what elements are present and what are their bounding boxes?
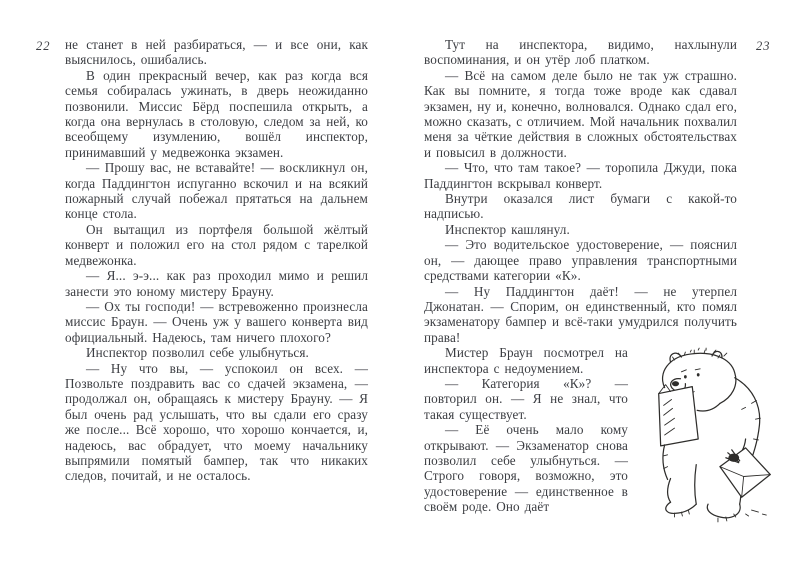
paragraph: — Ну что вы, — успокоил он всех. — Позвольте поздравить вас со сдачей экзамена, — продолжал он, обращаясь к мистеру Брауну. — Я был очень рад услышать, что вы сдали его сразу же после... Всё хорошо, что хорошо кончается, и, надеюсь, вас обрадует, что моему начальнику выпрямили помятый бампер, так что никаких следов, почитай, и не осталось. (65, 360, 368, 484)
paragraph: — Всё на самом деле было не так уж страшно. Как вы помните, я тогда тоже вроде как сдавал экзамен, ну и, конечно, волновался. Однако сдал его, можно сказать, с отличием. Мой начальник похвалил меня за чёткие действия в сложных обстоятельствах и повысил в должности. (424, 67, 737, 160)
paragraph: — Это водительское удостоверение, — пояснил он, — дающее право управления транспортными средствами категории «К». (424, 237, 737, 284)
left-page-paragraphs (65, 37, 368, 484)
paragraph: В один прекрасный вечер, как раз когда вся семья собиралась ужинать, в дверь неожиданно позвонили. Миссис Бёрд поспешила открыть, а когда она вернулась в столовую, следом за ней, ко всеобщему изумлению, вошёл инспектор, принимавший у медвежонка экзамен. (65, 67, 368, 160)
paragraph: — Её очень мало кому открывают. — Экзаменатор снова позволил себе улыбнуться. — Строго говоря, возможно, это удостоверение — единственное в своём роде. Оно даёт (424, 422, 628, 515)
page-number-left: 22 (36, 39, 51, 53)
paragraph: — Категория «К»? — повторил он. — Я не знал, что такая существует. (424, 375, 628, 422)
paddington-bear-illustration (635, 347, 737, 523)
right-page-paragraphs-top (424, 37, 737, 345)
paragraph: — Ох ты господи! — встревоженно произнесла миссис Браун. — Очень уж у вашего конверта вид официальный. Надеюсь, там ничего плохого? (65, 298, 368, 345)
paragraph: — Я... э-э... как раз проходил мимо и решил занести это юному мистеру Брауну. (65, 268, 368, 299)
page-number-right: 23 (756, 39, 771, 53)
paragraph: Мистер Браун посмотрел на инспектора с недоумением. (424, 345, 628, 376)
paragraph: — Ну Паддингтон даёт! — не утерпел Джонатан. — Спорим, он единственный, кто помял экзаменатору бампер и всё-таки умудрился получить права! (424, 283, 737, 345)
paragraph: Инспектор позволил себе улыбнуться. (86, 345, 309, 361)
paragraph: Он вытащил из портфеля большой жёлтый конверт и положил его на стол рядом с тарелкой медвежонка. (65, 221, 368, 268)
paragraph: — Что, что там такое? — торопила Джуди, пока Паддингтон вскрывал конверт. (424, 160, 737, 191)
paragraph: Инспектор кашлянул. (445, 221, 570, 237)
paragraph: Тут на инспектора, видимо, нахлынули воспоминания, и он утёр лоб платком. (424, 37, 737, 68)
paddington-bear-sketch-icon (635, 347, 793, 527)
paragraph: не станет в ней разбираться, — и все они, как выяснилось, ошибались. (65, 37, 368, 68)
paragraph: — Прошу вас, не вставайте! — воскликнул он, когда Паддингтон испуганно вскочил и на всякий пожарный случай побежал прятаться на дальнем конце стола. (65, 160, 368, 222)
left-page-text-column (65, 37, 368, 484)
right-page-text-column (424, 37, 737, 523)
paragraph: Внутри оказался лист бумаги с какой-то надписью. (424, 191, 737, 222)
